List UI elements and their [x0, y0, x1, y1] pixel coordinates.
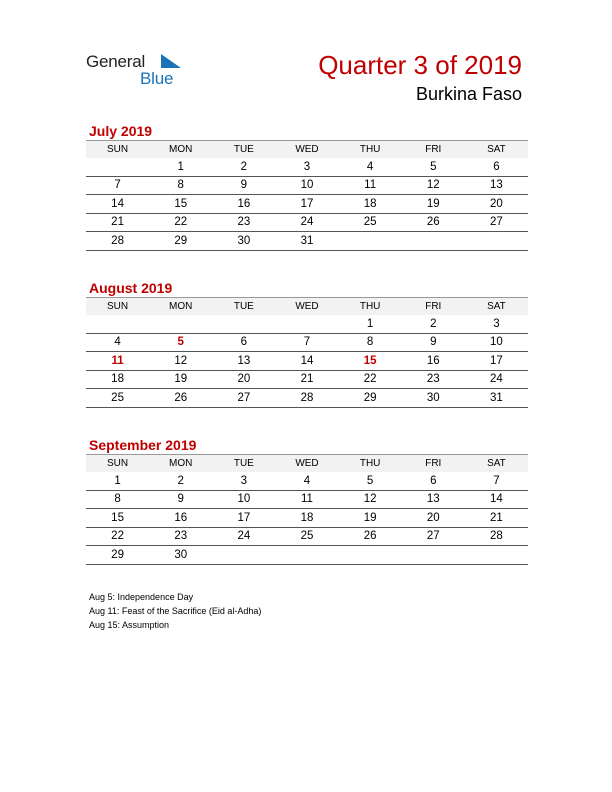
weekday-header: MON [149, 298, 212, 316]
day-cell: 1 [339, 315, 402, 333]
week-row [86, 546, 528, 565]
day-cell: 8 [339, 333, 402, 352]
day-cell: 10 [275, 176, 338, 195]
weekday-header: WED [275, 455, 338, 473]
weekday-header: SAT [465, 141, 528, 159]
day-cell: 14 [465, 490, 528, 509]
day-cell: 13 [465, 176, 528, 195]
day-cell: 14 [275, 352, 338, 371]
day-cell: 2 [402, 315, 465, 333]
day-cell: 12 [402, 176, 465, 195]
day-cell: 21 [465, 509, 528, 528]
week-row [86, 472, 528, 490]
day-cell: 6 [465, 158, 528, 176]
day-cell [402, 546, 465, 565]
day-cell: 23 [212, 213, 275, 232]
logo-flag-icon [159, 54, 181, 70]
day-cell [465, 232, 528, 251]
weekday-header: FRI [402, 298, 465, 316]
calendar-table [86, 454, 528, 565]
day-cell: 29 [86, 546, 149, 565]
day-cell: 19 [402, 195, 465, 214]
day-cell: 18 [86, 370, 149, 389]
day-cell: 9 [212, 176, 275, 195]
day-cell: 2 [149, 472, 212, 490]
day-cell: 29 [339, 389, 402, 408]
day-cell [212, 546, 275, 565]
day-cell: 31 [275, 232, 338, 251]
day-cell [339, 232, 402, 251]
day-cell: 13 [402, 490, 465, 509]
day-cell: 22 [149, 213, 212, 232]
day-cell: 20 [465, 195, 528, 214]
day-cell: 27 [402, 527, 465, 546]
day-cell: 21 [86, 213, 149, 232]
logo-text-blue: Blue [140, 69, 174, 88]
week-row [86, 315, 528, 333]
day-cell: 15 [339, 352, 402, 371]
day-cell: 25 [339, 213, 402, 232]
day-cell: 5 [402, 158, 465, 176]
day-cell: 3 [465, 315, 528, 333]
weekday-header: MON [149, 455, 212, 473]
weekday-header: FRI [402, 455, 465, 473]
weekday-header-row [86, 455, 528, 473]
month-title: July 2019 [89, 123, 153, 139]
day-cell: 24 [275, 213, 338, 232]
day-cell: 20 [402, 509, 465, 528]
day-cell: 30 [212, 232, 275, 251]
week-row [86, 195, 528, 214]
week-row [86, 333, 528, 352]
weekday-header: SUN [86, 298, 149, 316]
day-cell: 8 [149, 176, 212, 195]
day-cell: 13 [212, 352, 275, 371]
day-cell: 5 [339, 472, 402, 490]
weekday-header: TUE [212, 141, 275, 159]
day-cell: 9 [402, 333, 465, 352]
day-cell [339, 546, 402, 565]
day-cell: 4 [275, 472, 338, 490]
day-cell: 14 [86, 195, 149, 214]
day-cell: 15 [149, 195, 212, 214]
logo-text-general: General [86, 52, 146, 71]
weekday-header: SAT [465, 298, 528, 316]
month-august [86, 279, 528, 408]
day-cell: 25 [86, 389, 149, 408]
day-cell: 18 [275, 509, 338, 528]
day-cell: 21 [275, 370, 338, 389]
weekday-header: WED [275, 298, 338, 316]
day-cell: 16 [402, 352, 465, 371]
month-july [86, 122, 528, 251]
day-cell [402, 232, 465, 251]
day-cell [465, 546, 528, 565]
day-cell: 24 [212, 527, 275, 546]
day-cell [86, 158, 149, 176]
day-cell: 30 [402, 389, 465, 408]
day-cell: 16 [149, 509, 212, 528]
week-row [86, 352, 528, 371]
day-cell: 22 [86, 527, 149, 546]
day-cell: 23 [402, 370, 465, 389]
day-cell [86, 315, 149, 333]
day-cell: 29 [149, 232, 212, 251]
day-cell: 28 [275, 389, 338, 408]
weekday-header-row [86, 141, 528, 159]
day-cell: 25 [275, 527, 338, 546]
weekday-header: SAT [465, 455, 528, 473]
day-cell: 16 [212, 195, 275, 214]
day-cell: 6 [402, 472, 465, 490]
day-cell: 10 [465, 333, 528, 352]
holiday-notes [89, 590, 261, 632]
weekday-header: SUN [86, 455, 149, 473]
weekday-header: TUE [212, 298, 275, 316]
day-cell: 22 [339, 370, 402, 389]
day-cell: 3 [275, 158, 338, 176]
day-cell: 12 [149, 352, 212, 371]
weekday-header: FRI [402, 141, 465, 159]
day-cell: 7 [275, 333, 338, 352]
weekday-header: THU [339, 455, 402, 473]
holiday-note: Aug 11: Feast of the Sacrifice (Eid al-Adha) [89, 606, 262, 616]
day-cell: 20 [212, 370, 275, 389]
day-cell: 1 [86, 472, 149, 490]
day-cell: 4 [339, 158, 402, 176]
day-cell: 23 [149, 527, 212, 546]
week-row [86, 509, 528, 528]
day-cell: 27 [465, 213, 528, 232]
weekday-header: SUN [86, 141, 149, 159]
day-cell: 24 [465, 370, 528, 389]
day-cell: 18 [339, 195, 402, 214]
day-cell [275, 315, 338, 333]
day-cell: 26 [339, 527, 402, 546]
day-cell: 17 [275, 195, 338, 214]
day-cell: 15 [86, 509, 149, 528]
day-cell: 8 [86, 490, 149, 509]
weekday-header: THU [339, 298, 402, 316]
month-title: September 2019 [89, 437, 197, 453]
holiday-note: Aug 5: Independence Day [89, 592, 194, 602]
day-cell: 12 [339, 490, 402, 509]
day-cell: 7 [86, 176, 149, 195]
day-cell: 5 [149, 333, 212, 352]
week-row [86, 527, 528, 546]
day-cell: 26 [402, 213, 465, 232]
week-row [86, 389, 528, 408]
day-cell: 4 [86, 333, 149, 352]
page-title: Quarter 3 of 2019 [318, 50, 522, 80]
day-cell [212, 315, 275, 333]
day-cell: 11 [339, 176, 402, 195]
logo [86, 50, 196, 90]
week-row [86, 158, 528, 176]
day-cell: 9 [149, 490, 212, 509]
country-name: Burkina Faso [415, 84, 522, 104]
weekday-header: MON [149, 141, 212, 159]
day-cell: 17 [212, 509, 275, 528]
week-row [86, 490, 528, 509]
calendar-table [86, 140, 528, 251]
day-cell [149, 315, 212, 333]
day-cell [275, 546, 338, 565]
weekday-header: THU [339, 141, 402, 159]
day-cell: 7 [465, 472, 528, 490]
day-cell: 19 [339, 509, 402, 528]
day-cell: 11 [86, 352, 149, 371]
calendar-table [86, 297, 528, 408]
day-cell: 3 [212, 472, 275, 490]
week-row [86, 213, 528, 232]
holiday-note: Aug 15: Assumption [89, 620, 170, 630]
day-cell: 19 [149, 370, 212, 389]
day-cell: 28 [86, 232, 149, 251]
day-cell: 2 [212, 158, 275, 176]
weekday-header-row [86, 298, 528, 316]
day-cell: 11 [275, 490, 338, 509]
day-cell: 30 [149, 546, 212, 565]
day-cell: 10 [212, 490, 275, 509]
day-cell: 17 [465, 352, 528, 371]
day-cell: 26 [149, 389, 212, 408]
day-cell: 6 [212, 333, 275, 352]
week-row [86, 176, 528, 195]
month-september [86, 436, 528, 565]
month-title: August 2019 [89, 280, 173, 296]
week-row [86, 370, 528, 389]
day-cell: 31 [465, 389, 528, 408]
day-cell: 1 [149, 158, 212, 176]
weekday-header: TUE [212, 455, 275, 473]
day-cell: 28 [465, 527, 528, 546]
day-cell: 27 [212, 389, 275, 408]
week-row [86, 232, 528, 251]
weekday-header: WED [275, 141, 338, 159]
